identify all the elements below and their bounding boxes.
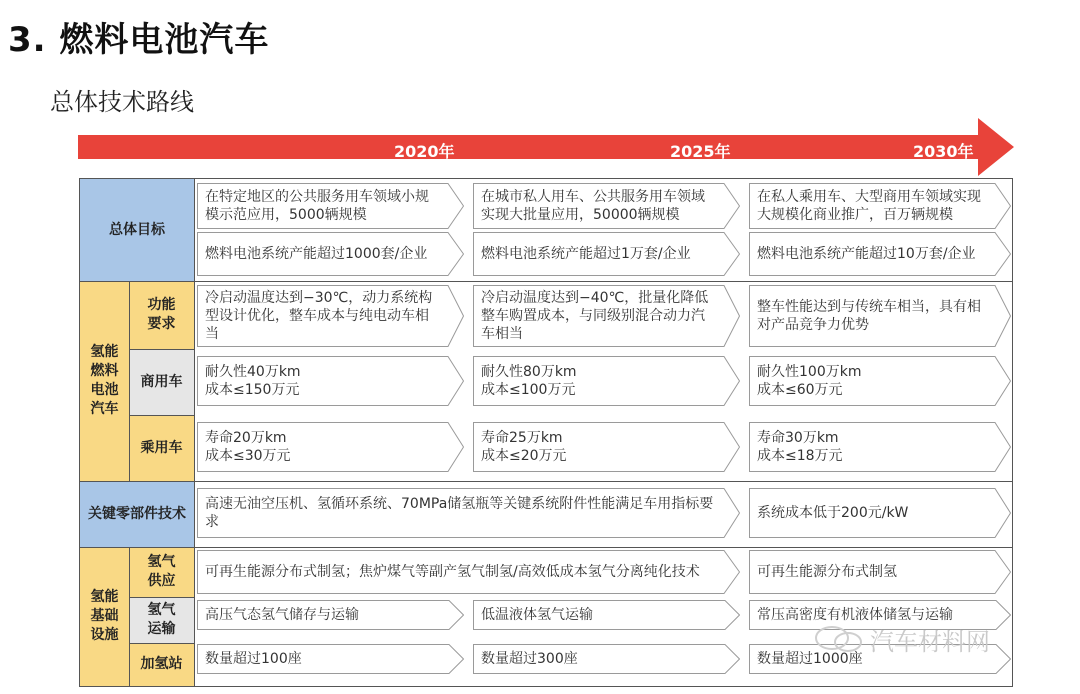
cell-transport-2020: 高压气态氢气储存与运输 xyxy=(197,600,464,630)
cell-transport-2025: 低温液体氢气运输 xyxy=(473,600,740,630)
wechat-icon xyxy=(812,624,868,654)
cell-overall-goal-2030: 在私人乘用车、大型商用车领域实现大规模化商业推广，百万辆规模 xyxy=(749,183,1011,229)
watermark: 汽车材料网 xyxy=(870,628,990,656)
cell-passenger-2030: 寿命30万km 成本≤18万元 xyxy=(749,422,1011,472)
divider xyxy=(129,547,130,686)
cell-station-2025: 数量超过300座 xyxy=(473,644,740,674)
divider xyxy=(129,597,194,598)
cell-supply-2020-2025: 可再生能源分布式制氢；焦炉煤气等副产氢气制氢/高效低成本氢气分离纯化技术 xyxy=(197,550,740,594)
divider xyxy=(80,547,1012,548)
cell-passenger-2025: 寿命25万km 成本≤20万元 xyxy=(473,422,740,472)
divider xyxy=(129,281,130,481)
cell-function-2025: 冷启动温度达到−40℃，批量化降低整车购置成本，与同级别混合动力汽车相当 xyxy=(473,285,740,347)
cell-commercial-2020: 耐久性40万km 成本≤150万元 xyxy=(197,356,464,406)
year-2030-label: 2030年 xyxy=(913,142,974,161)
page-subtitle: 总体技术路线 xyxy=(50,88,194,116)
cell-capacity-2025: 燃料电池系统产能超过1万套/企业 xyxy=(473,232,740,276)
page-title: 3. 燃料电池汽车 xyxy=(8,20,270,60)
cell-supply-2030: 可再生能源分布式制氢 xyxy=(749,550,1011,594)
cell-commercial-2030: 耐久性100万km 成本≤60万元 xyxy=(749,356,1011,406)
year-2025-label: 2025年 xyxy=(670,142,731,161)
timeline-arrow xyxy=(78,118,1018,178)
row-label-station: 加氢站 xyxy=(129,643,194,686)
row-label-overall: 总体目标 xyxy=(80,179,194,281)
year-2020-label: 2020年 xyxy=(394,142,455,161)
cell-station-2030: 数量超过1000座 xyxy=(749,644,1011,674)
cell-capacity-2020: 燃料电池系统产能超过1000套/企业 xyxy=(197,232,464,276)
divider xyxy=(129,643,194,644)
cell-parts-2020-2025: 高速无油空压机、氢循环系统、70MPa储氢瓶等关键系统附件性能满足车用指标要求 xyxy=(197,488,740,538)
divider xyxy=(129,415,194,416)
row-label-passenger: 乘用车 xyxy=(129,415,194,481)
divider xyxy=(80,481,1012,482)
divider xyxy=(194,179,195,686)
cell-transport-2030: 常压高密度有机液体储氢与运输 xyxy=(749,600,1011,630)
divider xyxy=(80,281,1012,282)
row-label-vehicle: 氢能燃料电池汽车 xyxy=(80,281,129,481)
cell-commercial-2025: 耐久性80万km 成本≤100万元 xyxy=(473,356,740,406)
cell-overall-goal-2020: 在特定地区的公共服务用车领域小规模示范应用，5000辆规模 xyxy=(197,183,464,229)
divider xyxy=(129,349,194,350)
cell-parts-2030: 系统成本低于200元/kW xyxy=(749,488,1011,538)
cell-function-2030: 整车性能达到与传统车相当，具有相对产品竞争力优势 xyxy=(749,285,1011,347)
cell-capacity-2030: 燃料电池系统产能超过10万套/企业 xyxy=(749,232,1011,276)
row-label-commercial: 商用车 xyxy=(129,349,194,415)
row-label-infra: 氢能基础设施 xyxy=(80,547,129,686)
row-label-transport: 氢气运输 xyxy=(129,597,194,643)
cell-function-2020: 冷启动温度达到−30℃，动力系统构型设计优化，整车成本与纯电动车相当 xyxy=(197,285,464,347)
cell-station-2020: 数量超过100座 xyxy=(197,644,464,674)
cell-overall-goal-2025: 在城市私人用车、公共服务用车领域实现大批量应用，50000辆规模 xyxy=(473,183,740,229)
row-label-parts: 关键零部件技术 xyxy=(80,481,194,547)
row-label-function: 功能要求 xyxy=(129,281,194,349)
cell-passenger-2020: 寿命20万km 成本≤30万元 xyxy=(197,422,464,472)
row-label-supply: 氢气供应 xyxy=(129,547,194,597)
